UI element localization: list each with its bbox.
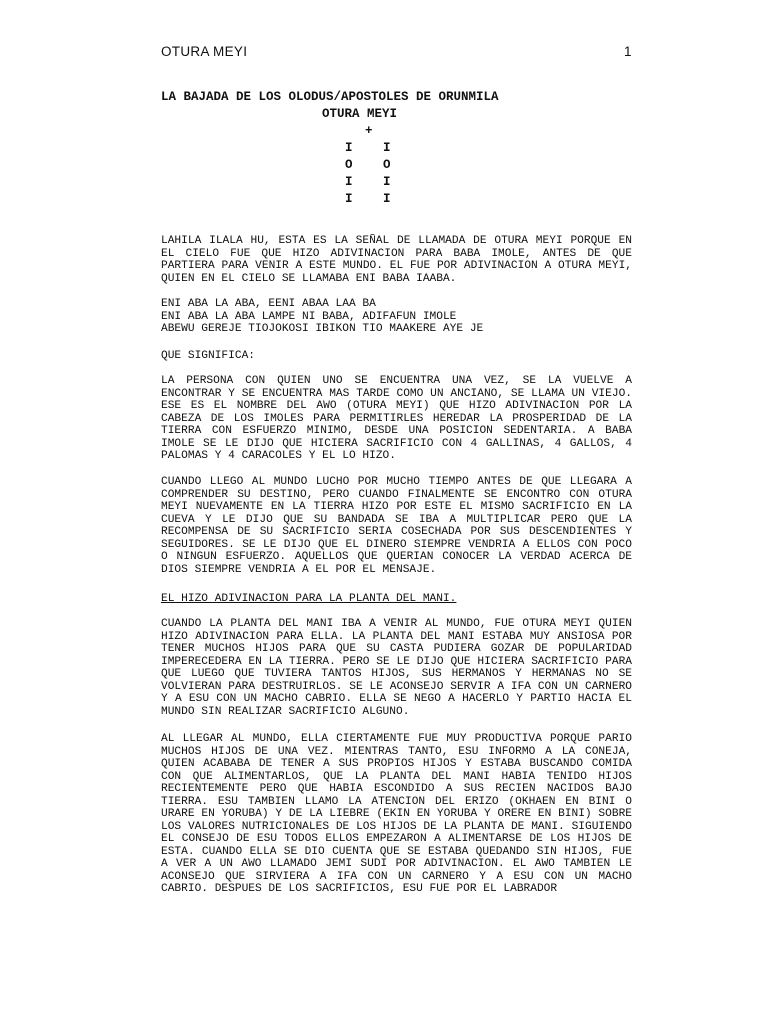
odu-row [345, 141, 421, 158]
odu-mark: I [345, 192, 353, 206]
section-label-que-significa: QUE SIGNIFICA: [161, 350, 255, 362]
odu-mark: O [383, 158, 391, 172]
odu-row [345, 175, 421, 192]
document-subtitle: OTURA MEYI [322, 107, 398, 121]
odu-signature [345, 141, 421, 209]
section-heading-mani: EL HIZO ADIVINACION PARA LA PLANTA DEL MANI. [161, 593, 457, 605]
paragraph-mani-world: AL LLEGAR AL MUNDO, ELLA CIERTAMENTE FUE MUY PRODUCTIVA PORQUE PARIO MUCHOS HIJOS DE UNA VEZ. MIENTRAS TANTO, ESU INFORMO A LA CONEJA, QUIEN ACABABA DE TENER A SUS PROPIOS HIJOS Y ESTABA BUSCANDO COMIDA CON QUE ALIMENTARLOS, QUE LA PLANTA DEL MANI HABIA TENIDO HIJOS RECIENTEMENTE PERO QUE HABIA ESCONDIDO A SUS RECIEN NACIDOS BAJO TIERRA. ESU TAMBIEN LLAMO LA ATENCION DEL ERIZO (OKHAEN EN BINI O URARE EN YORUBA) Y DE LA LIEBRE (EKIN EN YORUBA Y ORERE EN BINI) SOBRE LOS VALORES NUTRICIONALES DE LOS HIJOS DE LA PLANTA DE MANI. SIGUIENDO EL CONSEJO DE ESU TODOS ELLOS EMPEZARON A ALIMENTARSE DE LOS HIJOS DE ESTA. CUANDO ELLA SE DIO CUENTA QUE SE ESTABA QUEDANDO SIN HIJOS, FUE A VER A UN AWO LLAMADO JEMI SUDI POR ADIVINACION. EL AWO TAMBIEN LE ACONSEJO QUE SIRVIERA A IFA CON UN CARNERO Y A ESU CON UN MACHO CABRIO. DESPUES DE LOS SACRIFICIOS, ESU FUE POR EL LABRADOR [161, 733, 632, 895]
verse-incantation: ENI ABA LA ABA, EENI ABAA LAA BA ENI ABA LA ABA LAMPE NI BABA, ADIFAFUN IMOLE ABEWU GEREJE TIOJOKOSI IBIKON TIO MAAKERE AYE JE [161, 298, 484, 335]
odu-mark: O [345, 158, 353, 172]
odu-mark: I [383, 192, 391, 206]
odu-row [345, 192, 421, 209]
paragraph-mani-divination: CUANDO LA PLANTA DEL MANI IBA A VENIR AL MUNDO, FUE OTURA MEYI QUIEN HIZO ADIVINACION PARA ELLA. LA PLANTA DEL MANI ESTABA MUY ANSIOSA POR TENER MUCHOS HIJOS PARA QUE SU CASTA PUDIERA GOZAR DE POPULARIDAD IMPERECEDERA EN LA TIERRA. PERO SE LE DIJO QUE HICIERA SACRIFICIO PARA QUE LUEGO QUE TUVIERA TANTOS HIJOS, SUS HERMANOS Y HERMANAS NO SE VOLVIERAN PARA DESTRUIRLOS. SE LE ACONSEJO SERVIR A IFA CON UN CARNERO Y A ESU CON UN MACHO CABRIO. ELLA SE NEGO A HACERLO Y PARTIO HACIA EL MUNDO SIN REALIZAR SACRIFICIO ALGUNO. [161, 618, 632, 718]
odu-mark: I [345, 175, 353, 189]
odu-mark: I [383, 141, 391, 155]
paragraph-meaning: LA PERSONA CON QUIEN UNO SE ENCUENTRA UNA VEZ, SE LA VUELVE A ENCONTRAR Y SE ENCUENTRA MAS TARDE COMO UN ANCIANO, SE LLAMA UN VIEJO. ESE ES EL NOMBRE DEL AWO (OTURA MEYI) QUE HIZO ADIVINACION POR LA CABEZA DE LOS IMOLES PARA PERMITIRLES HEREDAR LA PROSPERIDAD DE LA TIERRA CON ESFUERZO MINIMO, DESDE UNA POSICION SEDENTARIA. A BABA IMOLE SE LE DIJO QUE HICIERA SACRIFICIO CON 4 GALLINAS, 4 GALLOS, 4 PALOMAS Y 4 CARACOLES Y EL LO HIZO. [161, 375, 632, 462]
running-header: OTURA MEYI [161, 44, 248, 59]
odu-mark: I [383, 175, 391, 189]
page-number: 1 [624, 44, 632, 59]
document-title: LA BAJADA DE LOS OLODUS/APOSTOLES DE ORUNMILA [161, 90, 499, 104]
paragraph-call-sign: LAHILA ILALA HU, ESTA ES LA SEÑAL DE LLAMADA DE OTURA MEYI PORQUE EN EL CIELO FUE QUE HIZO ADIVINACION PARA BABA IMOLE, ANTES DE QUE PARTIERA PARA VENIR A ESTE MUNDO. EL FUE POR ADIVINACION A OTURA MEYI, QUIEN EN EL CIELO SE LLAMABA ENI BABA IAABA. [161, 235, 632, 285]
odu-row [345, 158, 421, 175]
odu-mark: I [345, 141, 353, 155]
odu-plus-sign: + [365, 124, 373, 138]
paragraph-destiny: CUANDO LLEGO AL MUNDO LUCHO POR MUCHO TIEMPO ANTES DE QUE LLEGARA A COMPRENDER SU DESTINO, PERO CUANDO FINALMENTE SE ENCONTRO CON OTURA MEYI NUEVAMENTE EN LA TIERRA HIZO POR ESTE EL MISMO SACRIFICIO EN LA CUEVA Y LE DIJO QUE SU BANDADA SE IBA A MULTIPLICAR PERO QUE LA RECOMPENSA DE SU SACRIFICIO SERIA COSECHADA POR SUS DESCENDIENTES Y SEGUIDORES. SE LE DIJO QUE EL DINERO SIEMPRE VENDRIA A ELLOS CON POCO O NINGUN ESFUERZO. AQUELLOS QUE QUERIAN CONOCER LA VERDAD ACERCA DE DIOS SIEMPRE VENDRIA A EL POR EL MENSAJE. [161, 476, 632, 576]
